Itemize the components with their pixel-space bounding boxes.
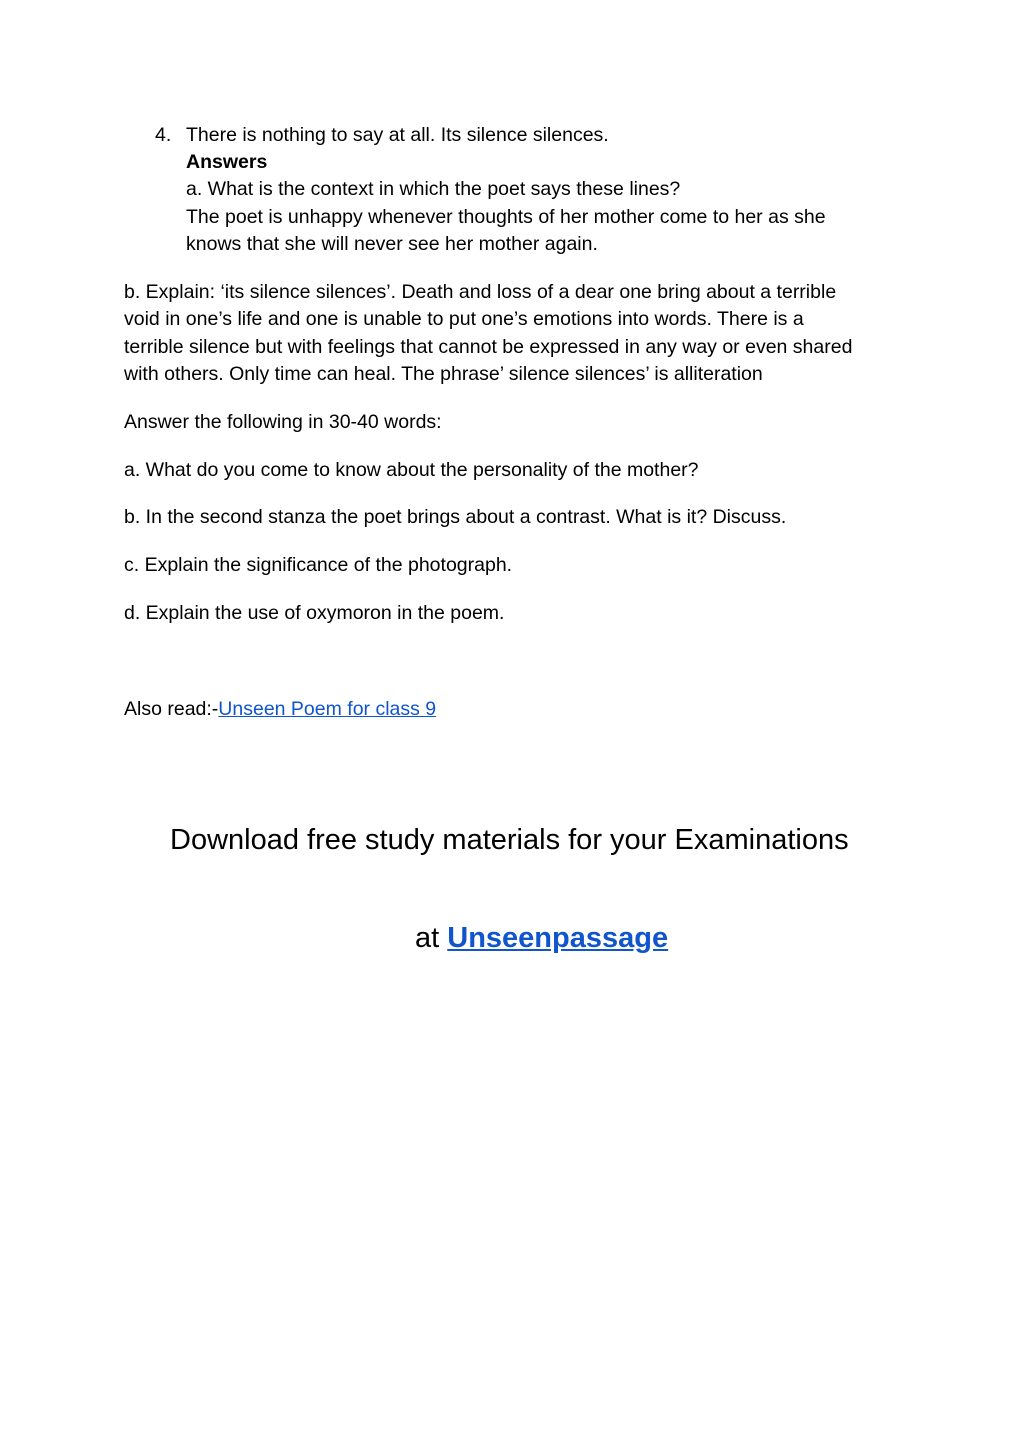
answer-a-line-2: knows that she will never see her mother again.	[186, 233, 598, 255]
answer-a-line-1: The poet is unhappy whenever thoughts of her mother come to her as she	[186, 206, 826, 228]
short-question-d: d. Explain the use of oxymoron in the poem.	[124, 602, 505, 624]
unseenpassage-link[interactable]: Unseenpassage	[447, 922, 669, 954]
at-prefix: at	[415, 922, 448, 954]
short-answer-instruction: Answer the following in 30-40 words:	[124, 411, 442, 433]
unseen-poem-class-9-link[interactable]: Unseen Poem for class 9	[218, 698, 437, 720]
explain-b-line-2: void in one’s life and one is unable to put one’s emotions into words. There is a	[124, 308, 804, 330]
also-read-prefix: Also read:-	[124, 698, 219, 720]
download-promo-text: Download free study materials for your Examinations	[170, 824, 849, 856]
short-question-a: a. What do you come to know about the personality of the mother?	[124, 459, 699, 481]
list-number-4: 4.	[155, 124, 172, 146]
short-question-c: c. Explain the significance of the photograph.	[124, 554, 513, 576]
answers-heading: Answers	[186, 151, 268, 173]
also-read-line	[124, 696, 436, 723]
poem-quote-line: There is nothing to say at all. Its silence silences.	[186, 124, 609, 146]
explain-b-line-1: b. Explain: ‘its silence silences’. Death and loss of a dear one bring about a terrible	[124, 281, 837, 303]
question-a: a. What is the context in which the poet says these lines?	[186, 178, 681, 200]
download-promo-line-2	[415, 920, 668, 956]
short-question-b: b. In the second stanza the poet brings about a contrast. What is it? Discuss.	[124, 506, 787, 528]
explain-b-line-3: terrible silence but with feelings that cannot be expressed in any way or even shared	[124, 336, 853, 358]
explain-b-line-4: with others. Only time can heal. The phrase’ silence silences’ is alliteration	[124, 363, 763, 385]
